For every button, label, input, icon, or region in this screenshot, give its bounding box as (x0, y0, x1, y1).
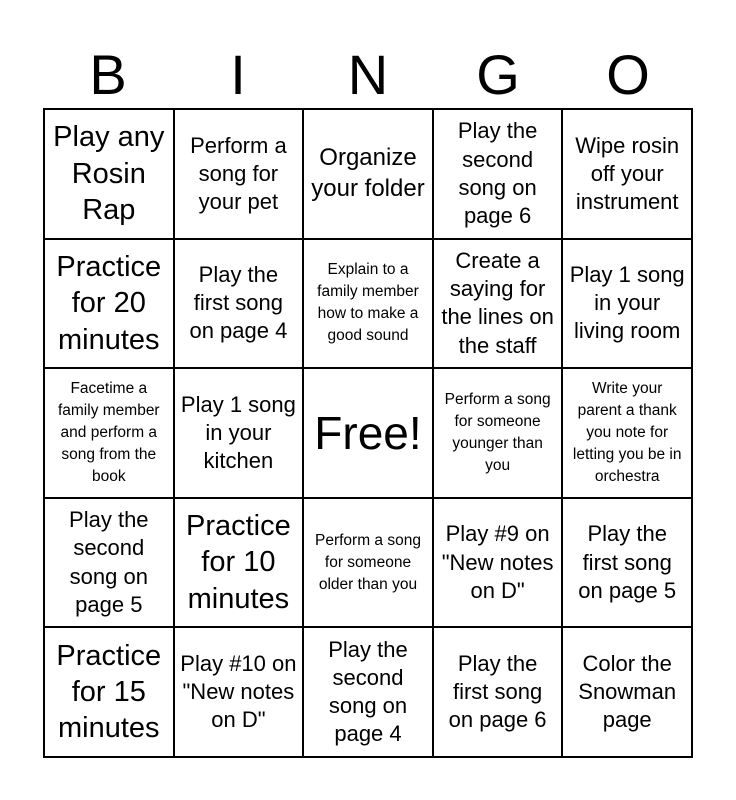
bingo-board (43, 108, 693, 758)
cell-text: Wipe rosin off your instrument (575, 132, 680, 214)
cell-text: Play any Rosin Rap (53, 121, 165, 226)
bingo-cell[interactable] (45, 369, 175, 499)
bingo-cell[interactable] (304, 240, 434, 370)
bingo-header (43, 42, 693, 108)
cell-text: Play #10 on "New notes on D" (180, 650, 297, 733)
bingo-cell[interactable] (434, 628, 564, 758)
free-space[interactable] (304, 369, 434, 499)
header-letter-i: I (230, 43, 246, 106)
cell-text: Play 1 song in your living room (569, 262, 685, 344)
cell-text: Perform a song for your pet (190, 132, 287, 214)
cell-text: Perform a song for someone older than you (315, 531, 421, 593)
cell-text: Practice for 15 minutes (56, 639, 162, 745)
bingo-cell[interactable] (304, 110, 434, 240)
cell-text: Explain to a family member how to make a good sound (317, 261, 419, 345)
bingo-cell[interactable] (175, 110, 305, 240)
cell-text: Practice for 20 minutes (56, 251, 162, 356)
cell-text: Perform a song for someone younger than you (444, 390, 551, 474)
cell-text: Play the first song on page 5 (578, 521, 677, 603)
bingo-cell[interactable] (434, 499, 564, 629)
bingo-cell[interactable] (45, 240, 175, 370)
cell-text: Play 1 song in your kitchen (180, 391, 296, 474)
cell-text: Organize your folder (311, 144, 425, 202)
bingo-cell[interactable] (563, 628, 693, 758)
bingo-cell[interactable] (175, 499, 305, 629)
cell-text: Practice for 10 minutes (186, 510, 291, 615)
bingo-cell[interactable] (304, 628, 434, 758)
bingo-cell[interactable] (563, 110, 693, 240)
cell-text: Color the Snowman page (578, 650, 677, 733)
cell-text: Play the second song on page 4 (328, 636, 408, 747)
bingo-cell[interactable] (45, 110, 175, 240)
bingo-cell[interactable] (304, 499, 434, 629)
cell-text: Play the first song on page 4 (189, 262, 288, 344)
cell-text: Write your parent a thank you note for letting you be in orchestra (572, 379, 682, 485)
cell-text: Play the second song on page 6 (457, 118, 538, 228)
header-letter-n: N (347, 43, 389, 106)
bingo-cell[interactable] (175, 240, 305, 370)
bingo-cell[interactable] (434, 240, 564, 370)
cell-text: Play #9 on "New notes on D" (441, 521, 554, 603)
cell-text: Facetime a family member and perform a song from the book (57, 379, 160, 485)
bingo-cell[interactable] (45, 499, 175, 629)
header-letter-o: O (606, 43, 650, 106)
bingo-cell[interactable] (175, 628, 305, 758)
cell-text: Create a saying for the lines on the staff (441, 248, 554, 358)
header-letter-b: B (89, 43, 127, 106)
bingo-cell[interactable] (45, 628, 175, 758)
bingo-cell[interactable] (434, 369, 564, 499)
bingo-cell[interactable] (563, 240, 693, 370)
cell-text: Play the first song on page 6 (448, 650, 547, 733)
header-letter-g: G (476, 43, 520, 106)
bingo-cell[interactable] (563, 499, 693, 629)
bingo-cell[interactable] (175, 369, 305, 499)
bingo-cell[interactable] (434, 110, 564, 240)
cell-text: Play the second song on page 5 (69, 507, 149, 617)
cell-text: Free! (314, 406, 422, 459)
bingo-cell[interactable] (563, 369, 693, 499)
